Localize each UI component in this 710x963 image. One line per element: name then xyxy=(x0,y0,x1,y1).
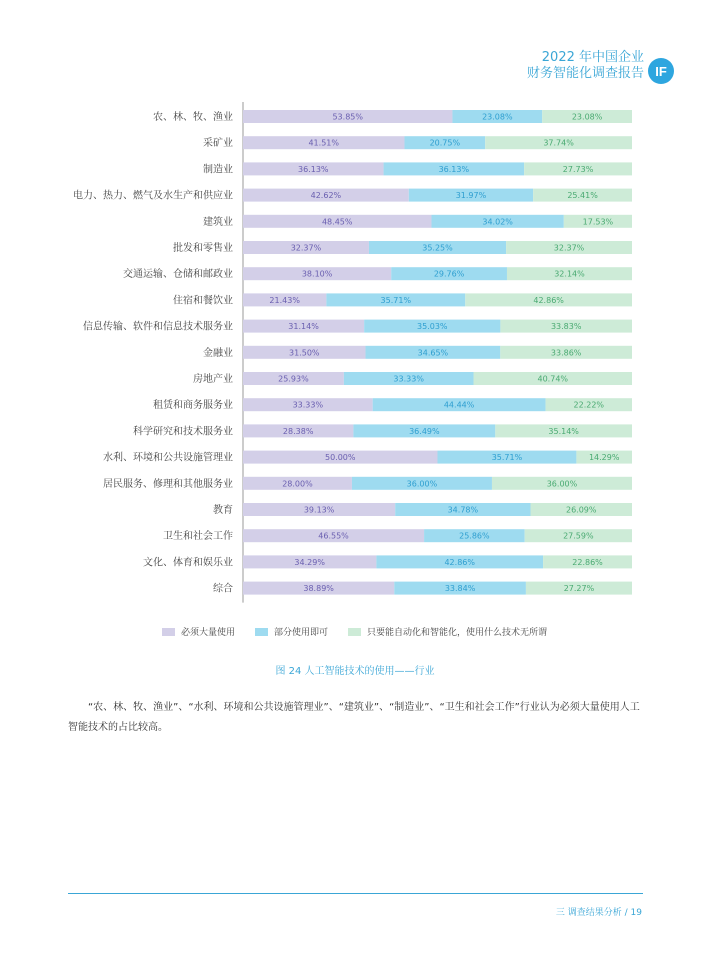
data-label-series3: 22.86% xyxy=(572,557,603,567)
legend-item-series2 xyxy=(255,625,328,638)
data-label-series3: 35.14% xyxy=(548,426,579,436)
data-label-series2: 34.78% xyxy=(447,505,479,515)
category-label: 电力、热力、燃气及水生产和供应业 xyxy=(73,190,233,202)
legend-swatch-series2 xyxy=(255,628,268,636)
legend-item-series3 xyxy=(348,625,547,638)
category-label: 卫生和社会工作 xyxy=(163,531,233,543)
data-label-series1: 46.55% xyxy=(318,531,349,541)
report-title-line2: 财务智能化调查报告 xyxy=(526,66,644,81)
if-logo: IF xyxy=(648,58,674,84)
data-label-series2: 35.71% xyxy=(491,453,523,463)
category-label: 房地产业 xyxy=(193,374,233,385)
legend-swatch-series1 xyxy=(162,628,175,636)
data-label-series1: 48.45% xyxy=(321,217,353,227)
data-label-series2: 33.84% xyxy=(444,584,476,594)
data-label-series3: 32.37% xyxy=(553,243,585,253)
category-label: 综合 xyxy=(213,583,233,595)
category-label: 租赁和商务服务业 xyxy=(153,400,233,412)
data-label-series2: 36.00% xyxy=(406,479,438,489)
data-label-series2: 35.03% xyxy=(417,322,448,332)
legend-label-series2: 部分使用即可 xyxy=(274,628,329,638)
data-label-series2: 36.49% xyxy=(409,426,440,436)
data-label-series3: 27.59% xyxy=(563,531,594,541)
body-paragraph: “农、林、牧、渔业”、“水利、环境和公共设施管理业”、“建筑业”、“制造业”、“卫生和社会工作”行业认为必须大量使用人工智能技术的占比较高。 xyxy=(68,702,640,733)
data-label-series1: 36.13% xyxy=(298,164,329,174)
category-label: 水利、环境和公共设施管理业 xyxy=(103,452,233,464)
category-label: 科学研究和技术服务业 xyxy=(133,426,233,438)
data-label-series2: 42.86% xyxy=(444,557,475,567)
data-label-series3: 37.74% xyxy=(543,138,574,148)
data-label-series2: 35.25% xyxy=(422,243,453,253)
category-label: 文化、体育和娱乐业 xyxy=(143,557,233,569)
category-label: 居民服务、修理和其他服务业 xyxy=(103,478,233,490)
data-label-series1: 39.13% xyxy=(303,505,335,515)
data-label-series1: 21.43% xyxy=(269,295,300,305)
category-label: 批发和零售业 xyxy=(173,243,233,254)
data-label-series2: 36.13% xyxy=(438,164,470,174)
data-label-series3: 33.83% xyxy=(550,322,582,332)
data-label-series2: 23.08% xyxy=(482,112,513,122)
category-label: 交通运输、仓储和邮政业 xyxy=(123,269,233,281)
data-label-series1: 32.37% xyxy=(290,243,322,253)
data-label-series3: 14.29% xyxy=(588,453,620,463)
category-label: 农、林、牧、渔业 xyxy=(153,112,233,123)
data-label-series1: 38.89% xyxy=(303,584,334,594)
footer-divider xyxy=(68,893,643,894)
data-label-series1: 28.00% xyxy=(282,479,313,489)
data-label-series1: 31.14% xyxy=(288,322,319,332)
data-label-series3: 25.41% xyxy=(567,191,598,201)
category-label: 金融业 xyxy=(203,347,233,359)
category-label: 信息传输、软件和信息技术服务业 xyxy=(83,321,233,333)
data-label-series3: 27.73% xyxy=(562,164,594,174)
legend-swatch-series3 xyxy=(348,628,361,636)
data-label-series3: 42.86% xyxy=(533,295,564,305)
category-label: 采矿业 xyxy=(203,138,233,150)
data-label-series1: 25.93% xyxy=(278,374,309,384)
legend-label-series3: 只要能自动化和智能化，使用什么技术无所谓 xyxy=(367,628,548,638)
data-label-series2: 34.02% xyxy=(482,217,513,227)
legend-label-series1: 必须大量使用 xyxy=(181,628,236,638)
data-label-series2: 33.33% xyxy=(393,374,424,384)
data-label-series2: 44.44% xyxy=(443,400,475,410)
data-label-series1: 28.38% xyxy=(282,426,314,436)
legend-item-series1 xyxy=(162,625,235,638)
data-label-series2: 29.76% xyxy=(433,269,465,279)
page-footer: 三 调查结果分析 / 19 xyxy=(555,908,642,918)
data-label-series3: 23.08% xyxy=(571,112,603,122)
data-label-series1: 41.51% xyxy=(308,138,339,148)
data-label-series3: 26.09% xyxy=(565,505,597,515)
data-label-series3: 22.22% xyxy=(573,400,605,410)
category-label: 制造业 xyxy=(203,164,233,176)
category-label: 住宿和餐饮业 xyxy=(173,295,233,307)
data-label-series3: 36.00% xyxy=(546,479,578,489)
data-label-series1: 33.33% xyxy=(292,400,324,410)
data-label-series3: 33.86% xyxy=(550,348,582,358)
category-label: 建筑业 xyxy=(203,216,233,228)
report-title-line1: 2022 年中国企业 xyxy=(541,50,644,65)
data-label-series1: 50.00% xyxy=(324,453,356,463)
data-label-series2: 31.97% xyxy=(455,191,487,201)
data-label-series1: 34.29% xyxy=(294,557,325,567)
chart-legend xyxy=(162,625,547,638)
data-label-series3: 17.53% xyxy=(582,217,614,227)
data-label-series2: 34.65% xyxy=(417,348,449,358)
category-label: 教育 xyxy=(213,505,233,516)
data-label-series2: 20.75% xyxy=(429,138,461,148)
data-label-series1: 38.10% xyxy=(301,269,333,279)
data-label-series3: 40.74% xyxy=(537,374,569,384)
data-label-series1: 31.50% xyxy=(289,348,320,358)
figure-caption: 图 24 人工智能技术的使用——行业 xyxy=(275,666,435,677)
data-label-series2: 35.71% xyxy=(380,295,412,305)
data-label-series3: 32.14% xyxy=(554,269,585,279)
data-label-series3: 27.27% xyxy=(563,584,595,594)
data-label-series1: 42.62% xyxy=(310,191,342,201)
data-label-series2: 25.86% xyxy=(459,531,490,541)
data-label-series1: 53.85% xyxy=(332,112,363,122)
